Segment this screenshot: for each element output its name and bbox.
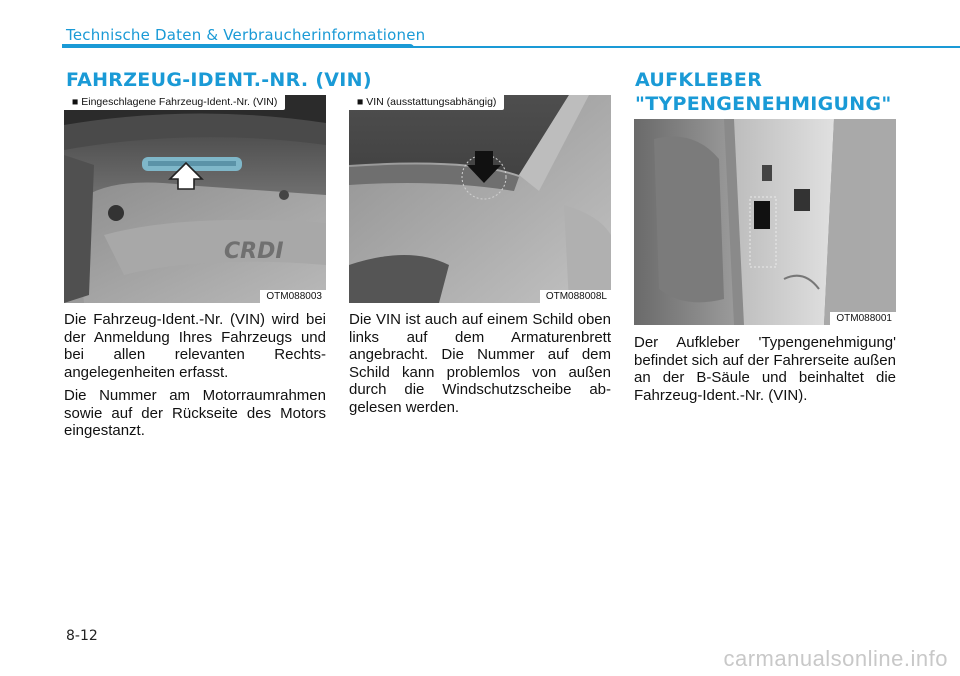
figure-windshield (349, 95, 611, 303)
engine-bay-illustration (64, 95, 326, 303)
engine-cover-engraving: CRDI (224, 239, 284, 264)
body-text-column-1 (64, 311, 326, 446)
figure-b-pillar (634, 119, 896, 325)
b-pillar-illustration (634, 119, 896, 325)
paragraph-vin-dashboard: Die VIN ist auch auf einem Schild oben links auf dem Armaturenbrett angebracht. Die Nummer auf dem Schild kann problemlos von außen durch die Windschutzscheibe ab-gelesen werden. (349, 311, 611, 416)
windshield-illustration (349, 95, 611, 303)
section-title-vin: FAHRZEUG-IDENT.-NR. (VIN) (66, 69, 372, 91)
figure-caption-windshield: ■ VIN (ausstattungsabhängig) (349, 95, 504, 110)
paragraph-vin-registration: Die Fahrzeug-Ident.-Nr. (VIN) wird bei der Anmeldung Ihres Fahrzeugs und bei allen relevanten Rechts-angelegenheiten erfasst. (64, 311, 326, 381)
figure-caption-engine: ■ Eingeschlagene Fahrzeug-Ident.-Nr. (VIN) (64, 95, 285, 110)
figure-code-windshield: OTM088008L (540, 290, 611, 303)
header-title: Technische Daten & Verbraucherinformationen (66, 26, 426, 44)
section-title-sticker-line1: AUFKLEBER (635, 69, 763, 91)
watermark: carmanualsonline.info (723, 646, 948, 671)
figure-engine-bay (64, 95, 326, 303)
figure-code-engine: OTM088003 (260, 290, 326, 303)
page-number: 8-12 (66, 628, 98, 644)
figure-code-pillar: OTM088001 (830, 312, 896, 325)
paragraph-type-approval-sticker: Der Aufkleber 'Typengenehmigung' befindet sich auf der Fahrerseite außen an der B-Säule und beinhaltet die Fahrzeug-Ident.-Nr. (VIN). (634, 334, 896, 404)
header-rule (62, 46, 960, 48)
body-text-column-2 (349, 311, 611, 422)
section-title-sticker-line2: "TYPENGENEHMIGUNG" (635, 93, 892, 115)
body-text-column-3 (634, 334, 896, 410)
paragraph-vin-stamped: Die Nummer am Motorraumrahmen sowie auf der Rückseite des Motors eingestanzt. (64, 387, 326, 439)
